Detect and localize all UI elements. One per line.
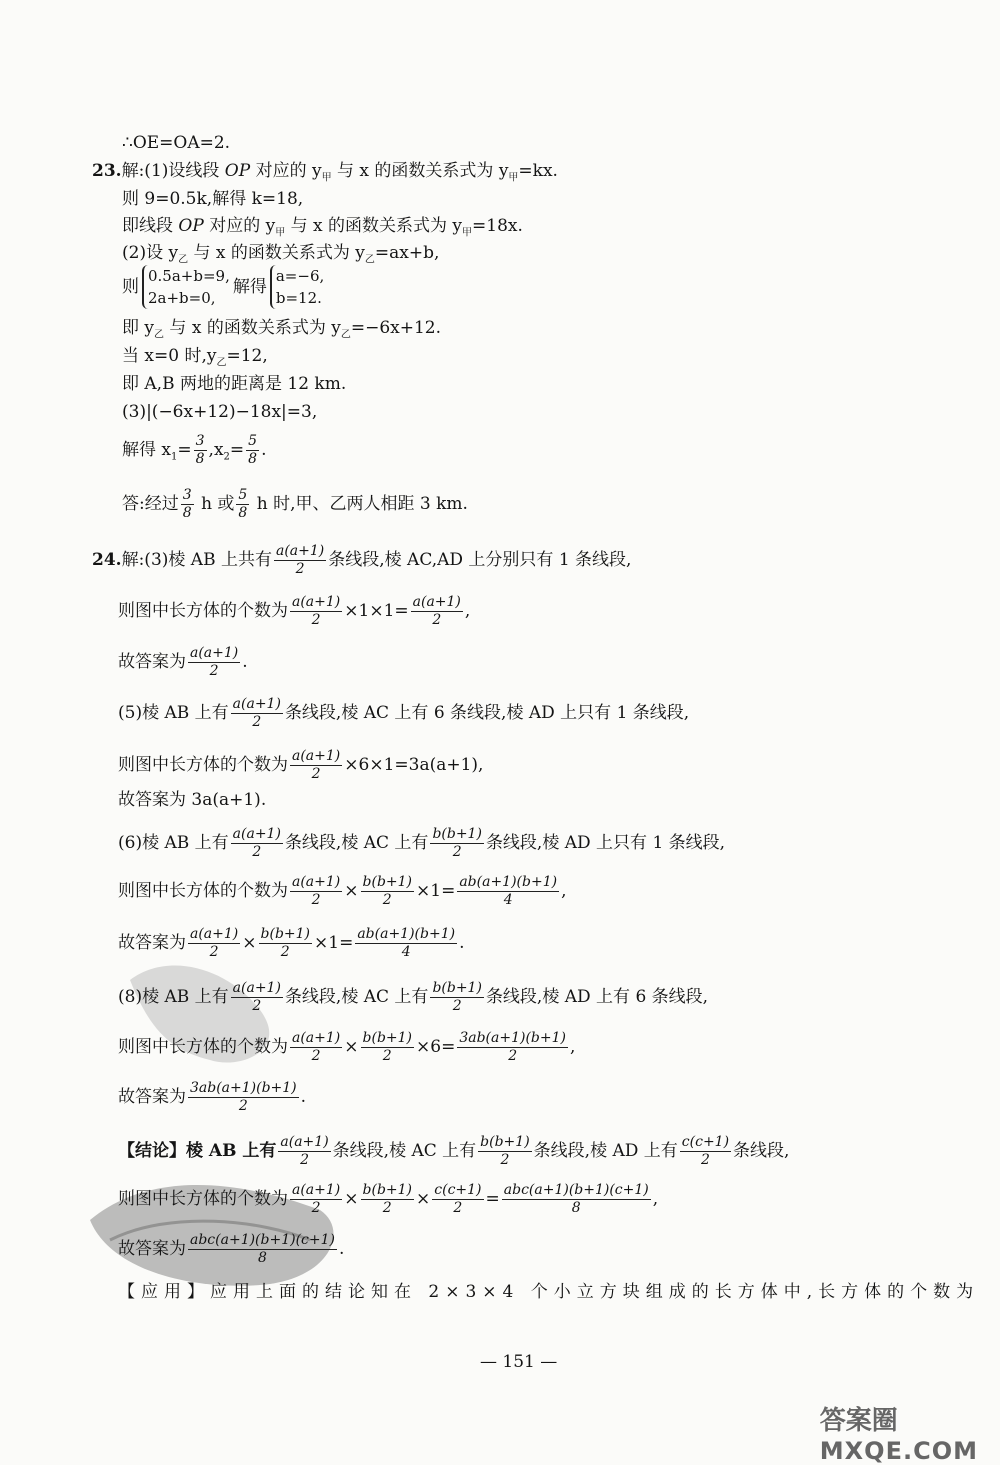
p24-line-2: 则图中长方体的个数为 $\frac{a(a+1)}{2}$ ×1×1= $\frac{a(a+1)}{2}$ , <box>118 594 471 628</box>
p24-line-6: 故答案为 3a(a+1). <box>118 790 267 810</box>
p24-application: 【应用】应用上面的结论知在 2×3×4 个小立方块组成的长方体中,长方体的个数为 <box>118 1282 980 1302</box>
p24-conclusion: 【结论】棱 AB 上有 $\frac{a(a+1)}{2}$ 条线段,棱 AC 上有 $\frac{b(b+1)}{2}$ 条线段,棱 AD 上有 $\frac{c(c+1)}{2}$ 条线段, <box>118 1134 790 1168</box>
p23-line-1: 23.解:(1)设线段 OP 对应的 $y_甲$ 与 x 的函数关系式为 $y_甲=kx$. <box>92 161 558 184</box>
p24-line-14: 则图中长方体的个数为 $\frac{a(a+1)}{2}$ × $\frac{b(b+1)}{2}$ × $\frac{c(c+1)}{2}$ = $\frac{\text{abc(a+1)(b+1)(c+1)}}{8}$ , <box>118 1182 659 1216</box>
p24-line-8: 则图中长方体的个数为 $\frac{a(a+1)}{2}$ × $\frac{b(b+1)}{2}$ ×1= $\frac{ab(a+1)(b+1)}{4}$ , <box>118 874 567 908</box>
p23-system-line: 则 0.5a+b=9, 2a+b=0, 解得 a=−6, b=12. <box>122 267 325 307</box>
p23-line-7: 当 x=0 时$,y_乙=12$, <box>122 346 268 369</box>
p23-answer: 答:经过 $\frac{3}{8}$ h 或 $\frac{5}{8}$ h 时,甲、乙两人相距 3 km. <box>122 487 468 521</box>
p23-line-3: 即线段 OP 对应的 $y_甲$ 与 x 的函数关系式为 $y_甲=18x$. <box>122 216 523 239</box>
watermark-url: MXQE.COM <box>819 1437 978 1465</box>
p24-line-4: (5)棱 AB 上有 $\frac{a(a+1)}{2}$ 条线段,棱 AC 上有 6 条线段,棱 AD 上只有 1 条线段, <box>118 696 690 730</box>
p24-line-12: 故答案为 $\frac{3ab(a+1)(b+1)}{2}$ . <box>118 1080 307 1114</box>
p23-line-4: (2)设 $y_乙$ 与 x 的函数关系式为 $y_乙=ax+b$, <box>122 243 440 266</box>
p23-line-2: 则 9=0.5k,解得 k=18, <box>122 189 304 209</box>
watermark-logo <box>820 1400 978 1465</box>
equation-system: 0.5a+b=9, 2a+b=0, <box>142 265 230 309</box>
p23-line-6: 即 $y_乙$ 与 x 的函数关系式为 $y_乙=-6x+12$. <box>122 318 441 341</box>
p24-line-11: 则图中长方体的个数为 $\frac{a(a+1)}{2}$ × $\frac{b(b+1)}{2}$ ×6= $\frac{3ab(a+1)(b+1)}{2}$ , <box>118 1030 576 1064</box>
problem-number-23: 23. <box>92 161 122 181</box>
p24-line-3: 故答案为 $\frac{a(a+1)}{2}$ . <box>118 645 248 679</box>
problem-number-24: 24. <box>92 550 122 570</box>
solution-system: a=−6, b=12. <box>270 265 324 309</box>
conclusion-line: ∴OE=OA=2. <box>122 133 231 153</box>
p24-line-7: (6)棱 AB 上有 $\frac{a(a+1)}{2}$ 条线段,棱 AC 上有 $\frac{b(b+1)}{2}$ 条线段,棱 AD 上只有 1 条线段, <box>118 826 726 860</box>
p23-line-10: 解得 $x_1=$ $\frac{3}{8}$ $,x_2=$ $\frac{5}{8}$ . <box>122 433 267 467</box>
p24-line-9: 故答案为 $\frac{a(a+1)}{2}$ × $\frac{b(b+1)}{2}$ ×1= $\frac{ab(a+1)(b+1)}{4}$ . <box>118 926 465 960</box>
p23-line-8: 即 A,B 两地的距离是 12 km. <box>122 374 347 394</box>
page-number: — 151 — <box>480 1352 558 1372</box>
p23-line-9: (3)|(−6x+12)−18x|=3, <box>122 402 318 422</box>
p24-line-10: (8)棱 AB 上有 $\frac{a(a+1)}{2}$ 条线段,棱 AC 上有 $\frac{b(b+1)}{2}$ 条线段,棱 AD 上有 6 条线段, <box>118 980 709 1014</box>
p24-line-5: 则图中长方体的个数为 $\frac{a(a+1)}{2}$ ×6×1=3a(a+1), <box>118 748 484 782</box>
watermark-text: 答案圈 <box>819 1406 898 1436</box>
p24-line-1: 24.解:(3)棱 AB 上共有 $\frac{a(a+1)}{2}$ 条线段,棱 AC,AD 上分别只有 1 条线段, <box>92 543 632 577</box>
p24-line-15: 故答案为 $\frac{\text{abc(a+1)(b+1)(c+1)}}{8}$ . <box>118 1232 345 1266</box>
